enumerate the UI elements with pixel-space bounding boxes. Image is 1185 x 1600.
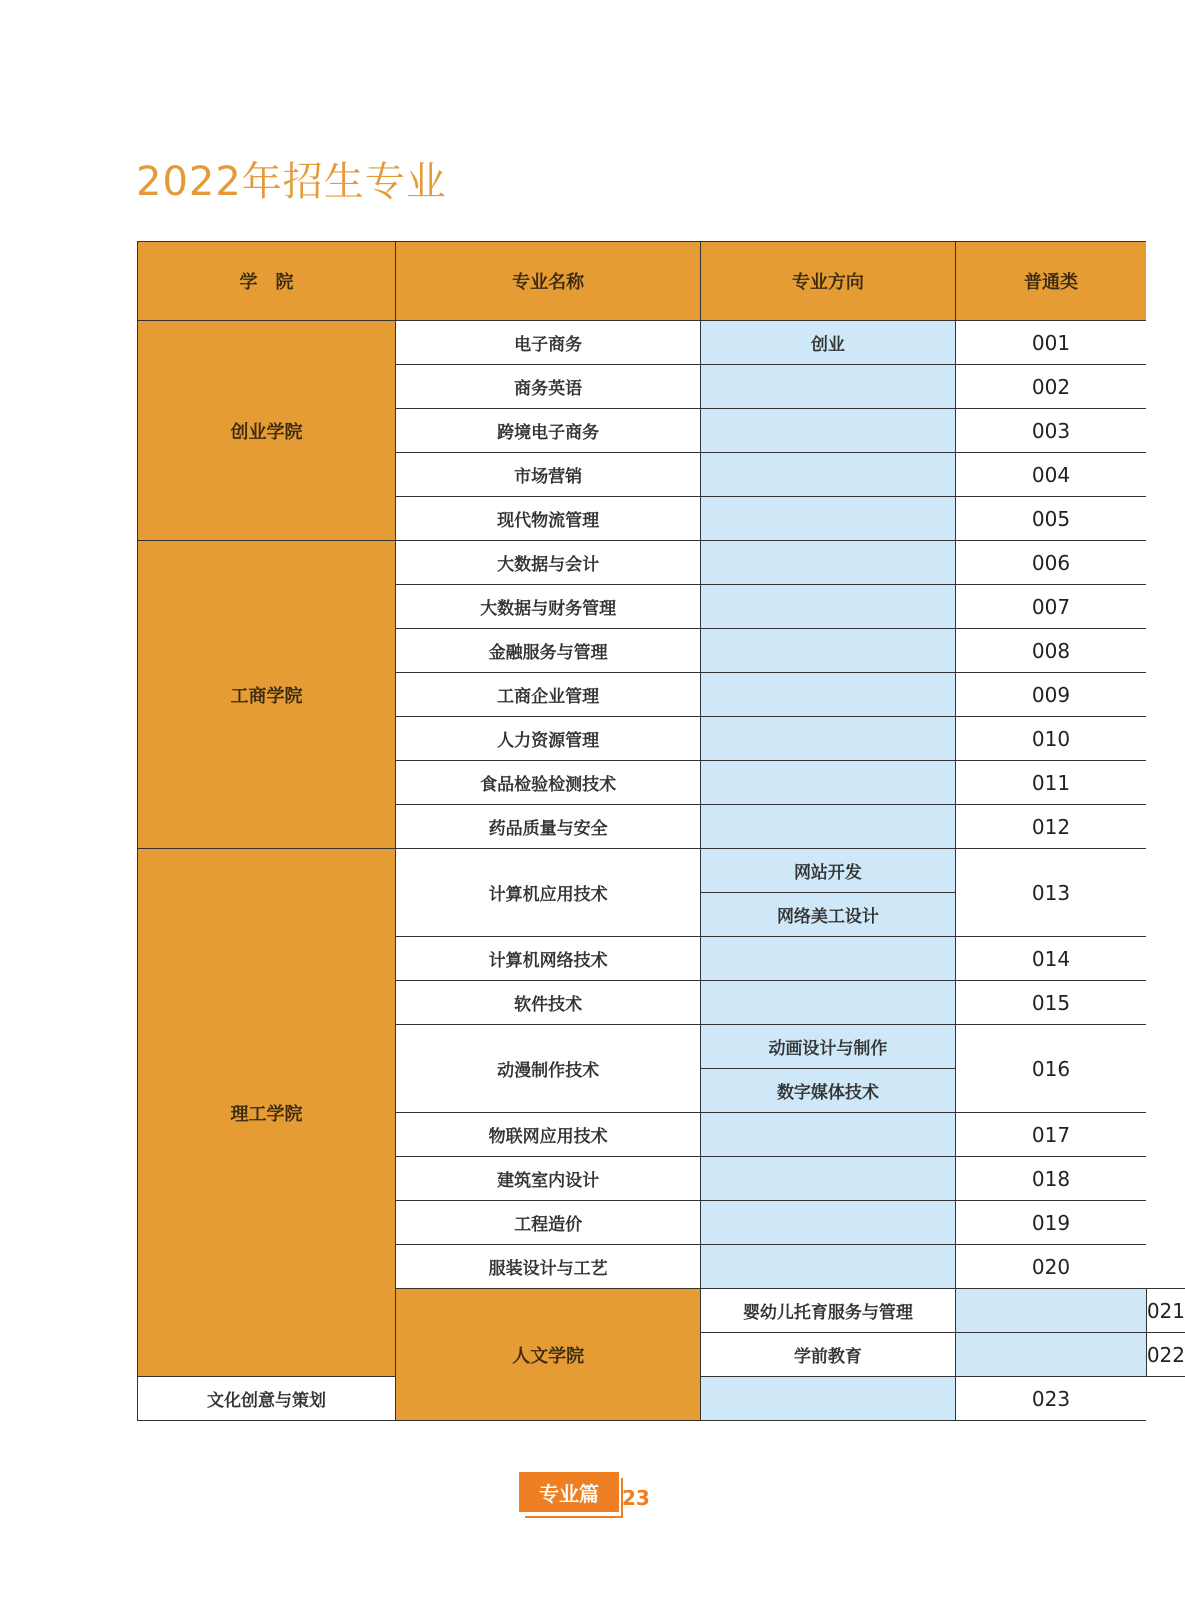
major-direction: [701, 937, 956, 981]
major-name: 服装设计与工艺: [396, 1245, 701, 1289]
major-direction: [701, 629, 956, 673]
major-direction: [701, 981, 956, 1025]
major-direction: [701, 1157, 956, 1201]
major-direction: [701, 453, 956, 497]
major-name: 文化创意与策划: [138, 1377, 396, 1421]
major-direction: [701, 805, 956, 849]
major-direction: 网站开发: [701, 849, 956, 893]
major-code: 022: [1146, 1333, 1185, 1377]
college-cell: 理工学院: [138, 849, 396, 1377]
major-code: 023: [955, 1377, 1146, 1421]
table-row: [138, 541, 1185, 585]
major-name: 工程造价: [396, 1201, 701, 1245]
major-code: 011: [955, 761, 1146, 805]
major-name: 大数据与会计: [396, 541, 701, 585]
major-direction: [701, 541, 956, 585]
major-code: 001: [955, 321, 1146, 365]
major-direction: [701, 761, 956, 805]
table-row: [138, 849, 1185, 893]
major-direction: [701, 497, 956, 541]
major-code: 021: [1146, 1289, 1185, 1333]
major-direction: 创业: [701, 321, 956, 365]
major-code: 013: [955, 849, 1146, 937]
major-direction: [701, 585, 956, 629]
major-name: 工商企业管理: [396, 673, 701, 717]
major-code: 017: [955, 1113, 1146, 1157]
page-title: 2022年招生专业: [136, 159, 447, 205]
major-code: 007: [955, 585, 1146, 629]
major-name: 现代物流管理: [396, 497, 701, 541]
major-direction: [701, 365, 956, 409]
major-direction: 数字媒体技术: [701, 1069, 956, 1113]
major-name: 食品检验检测技术: [396, 761, 701, 805]
major-name: 电子商务: [396, 321, 701, 365]
major-code: 018: [955, 1157, 1146, 1201]
major-name: 计算机网络技术: [396, 937, 701, 981]
major-name: 药品质量与安全: [396, 805, 701, 849]
major-code: 012: [955, 805, 1146, 849]
table-row: [138, 321, 1185, 365]
header-code: 普通类: [955, 242, 1146, 321]
major-code: 010: [955, 717, 1146, 761]
section-badge: 专业篇: [519, 1472, 619, 1512]
major-name: 跨境电子商务: [396, 409, 701, 453]
major-code: 006: [955, 541, 1146, 585]
major-direction: 动画设计与制作: [701, 1025, 956, 1069]
header-college: 学 院: [138, 242, 396, 321]
table-header-row: [138, 242, 1185, 321]
major-direction: [701, 1377, 956, 1421]
major-direction: 网络美工设计: [701, 893, 956, 937]
major-direction: [701, 717, 956, 761]
major-name: 金融服务与管理: [396, 629, 701, 673]
college-cell: 工商学院: [138, 541, 396, 849]
major-name: 商务英语: [396, 365, 701, 409]
major-code: 016: [955, 1025, 1146, 1113]
major-direction: [701, 1245, 956, 1289]
major-direction: [701, 1113, 956, 1157]
major-name: 计算机应用技术: [396, 849, 701, 937]
major-direction: [701, 1201, 956, 1245]
major-name: 软件技术: [396, 981, 701, 1025]
major-code: 005: [955, 497, 1146, 541]
major-name: 学前教育: [701, 1333, 956, 1377]
header-direction: 专业方向: [701, 242, 956, 321]
major-direction: [701, 409, 956, 453]
major-name: 市场营销: [396, 453, 701, 497]
major-code: 002: [955, 365, 1146, 409]
major-code: 019: [955, 1201, 1146, 1245]
college-cell: 创业学院: [138, 321, 396, 541]
major-name: 物联网应用技术: [396, 1113, 701, 1157]
major-code: 014: [955, 937, 1146, 981]
major-direction: [955, 1333, 1146, 1377]
major-code: 009: [955, 673, 1146, 717]
header-major: 专业名称: [396, 242, 701, 321]
major-name: 婴幼儿托育服务与管理: [701, 1289, 956, 1333]
major-name: 人力资源管理: [396, 717, 701, 761]
major-name: 动漫制作技术: [396, 1025, 701, 1113]
major-name: 建筑室内设计: [396, 1157, 701, 1201]
major-name: 大数据与财务管理: [396, 585, 701, 629]
majors-table: [137, 241, 1185, 1421]
major-code: 020: [955, 1245, 1146, 1289]
major-direction: [955, 1289, 1146, 1333]
major-code: 015: [955, 981, 1146, 1025]
major-code: 008: [955, 629, 1146, 673]
page-number: 23: [622, 1486, 650, 1510]
major-direction: [701, 673, 956, 717]
major-code: 003: [955, 409, 1146, 453]
college-cell: 人文学院: [396, 1289, 701, 1421]
major-code: 004: [955, 453, 1146, 497]
